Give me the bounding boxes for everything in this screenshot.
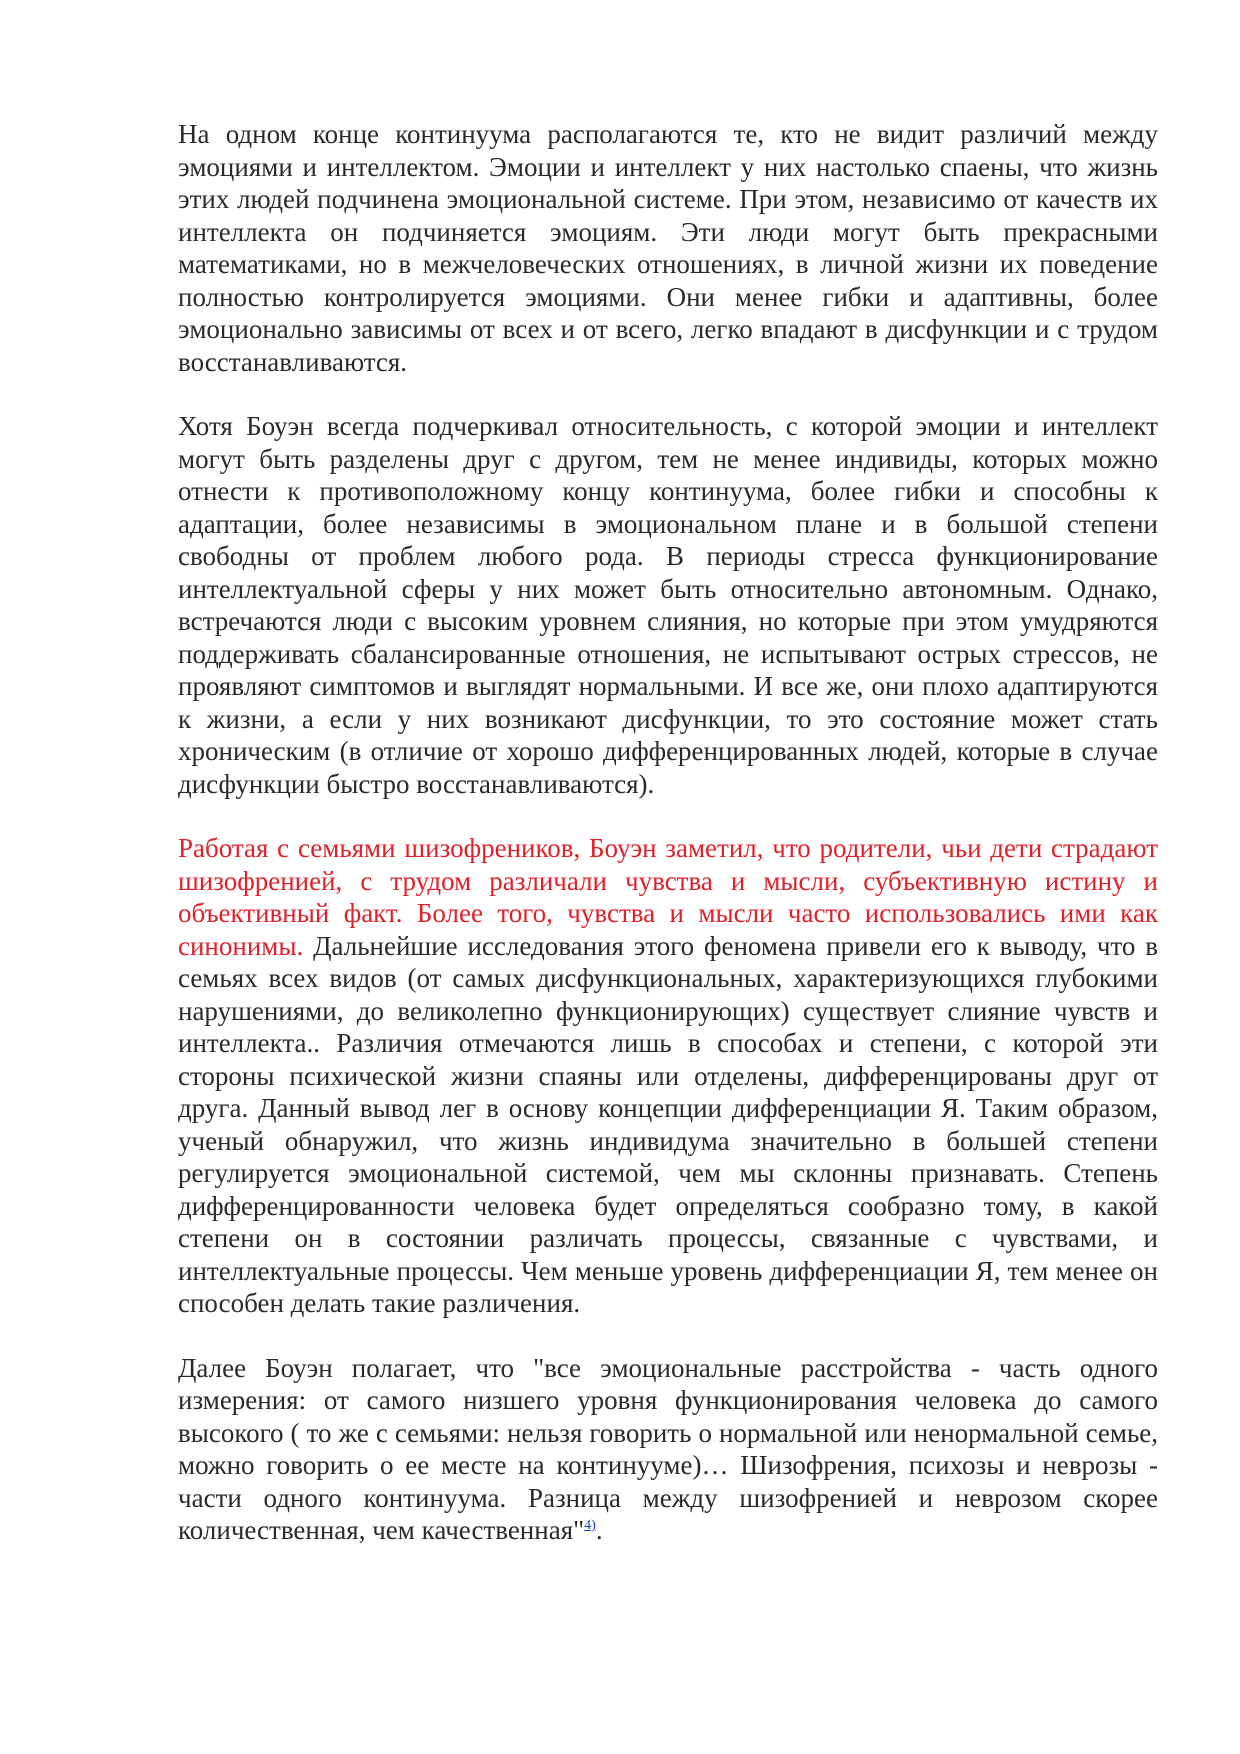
paragraph-bowen-quote (178, 1352, 1158, 1547)
highlighted-text: Работая с семьями шизофреников, Боуэн заметил, что родители, чьи дети страдают шизофренией, с трудом различали чувства и мысли, субъективную истину и объективный факт. Более того, чувства и мысли часто использовались ими как синонимы. (178, 833, 1158, 961)
footnote-link[interactable]: 4) (584, 1518, 596, 1533)
document-body (178, 118, 1158, 1579)
paragraph-text: Хотя Боуэн всегда подчеркивал относительность, с которой эмоции и интеллект могут быть разделены друг с другом, тем не менее индивиды, которых можно отнести к противоположному концу континуума, более гибки и способны к адаптации, более независимы в эмоциональном плане и в большой степени свободны от проблем любого рода. В периоды стресса функционирование интеллектуальной сферы у них может быть относительно автономным. Однако, встречаются люди с высоким уровнем слияния, но которые при этом умудряются поддерживать сбалансированные отношения, не испытывают острых стрессов, не проявляют симптомов и выглядят нормальными. И все же, они плохо адаптируются к жизни, а если у них возникают дисфункции, то это состояние может стать хроническим (в отличие от хорошо дифференцированных людей, которые в случае дисфункции быстро восстанавливаются). (178, 411, 1158, 799)
paragraph-text: На одном конце континуума располагаются те, кто не видит различий между эмоциями и интеллектом. Эмоции и интеллект у них настолько спаены, что жизнь этих людей подчинена эмоциональной системе. При этом, независимо от качеств их интеллекта он подчиняется эмоциям. Эти люди могут быть прекрасными математиками, но в межчеловеческих отношениях, в личной жизни их поведение полностью контролируется эмоциями. Они менее гибки и адаптивны, более эмоционально зависимы от всех и от всего, легко впадают в дисфункции и с трудом восстанавливаются. (178, 119, 1158, 377)
paragraph-schizophrenia-families (178, 832, 1158, 1320)
paragraph-continuum-fusion (178, 118, 1158, 378)
paragraph-text: Дальнейшие исследования этого феномена привели его к выводу, что в семьях всех видов (от самых дисфункциональных, характеризующихся глубокими нарушениями, до великолепно функционирующих) существует слияние чувств и интеллекта.. Различия отмечаются лишь в способах и степени, с которой эти стороны психической жизни спаяны или отделены, дифференцированы друг от друга. Данный вывод лег в основу концепции дифференциации Я. Таким образом, ученый обнаружил, что жизнь индивидума значительно в большей степени регулируется эмоциональной системой, чем мы склонны признавать. Степень дифференцированности человека будет определяться сообразно тому, в какой степени он в состоянии различать процессы, связанные с чувствами, и интеллектуальные процессы. Чем меньше уровень дифференциации Я, тем менее он способен делать такие различения. (178, 930, 1158, 1318)
paragraph-differentiated-individuals (178, 410, 1158, 800)
paragraph-tail: . (595, 1515, 603, 1545)
paragraph-text: Далее Боуэн полагает, что "все эмоциональные расстройства - часть одного измерения: от самого низшего уровня функционирования человека до самого высокого ( то же с семьями: нельзя говорить о нормальной или ненормальной семье, можно говорить о ее месте на континууме)… Шизофрения, психозы и неврозы - части одного континуума. Разница между шизофренией и неврозом скорее количественная, чем качественная" (178, 1352, 1158, 1545)
